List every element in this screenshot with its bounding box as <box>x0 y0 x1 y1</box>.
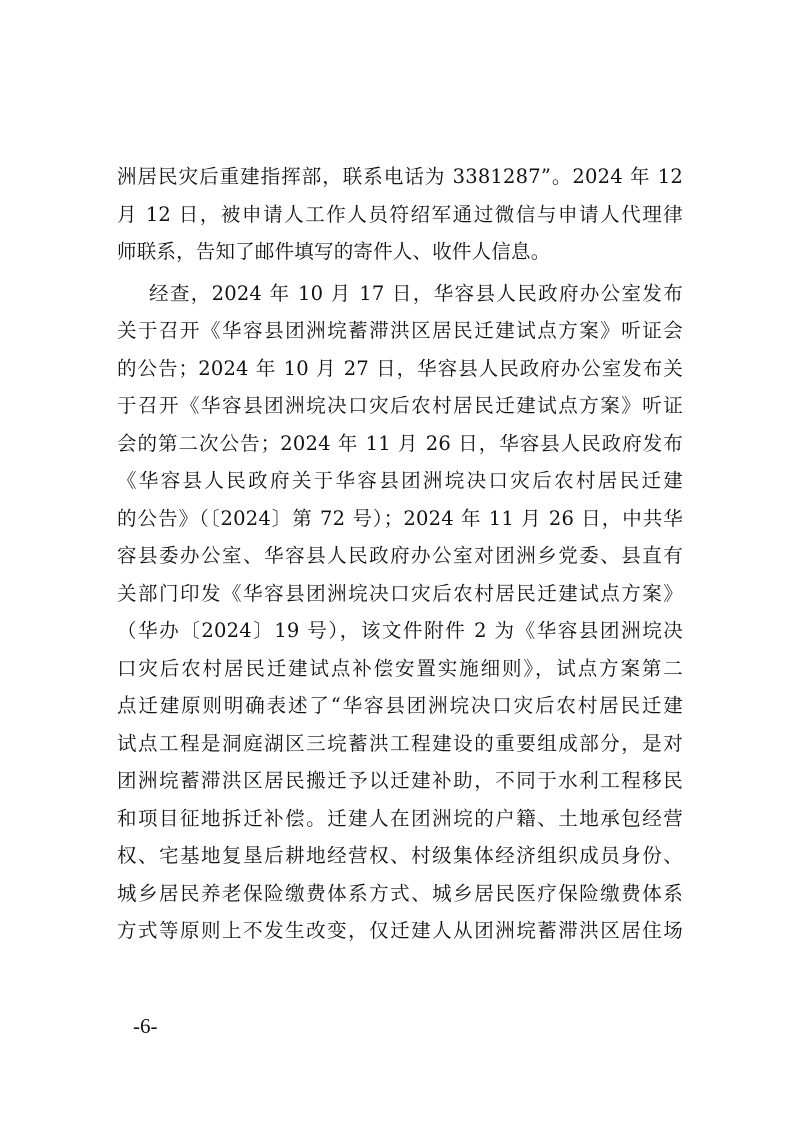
text-line: （华办〔2024〕19 号），该文件附件 2 为《华容县团洲垸决 <box>117 619 683 642</box>
text-line: 团洲垸蓄滞洪区居民搬迁予以迁建补助，不同于水利工程移民 <box>117 769 683 792</box>
text-line: 关部门印发《华容县团洲垸决口灾后农村居民迁建试点方案》 <box>117 581 683 605</box>
text-line: 口灾后农村居民迁建试点补偿安置实施细则》，试点方案第二 <box>117 656 683 680</box>
text-line: 月 12 日，被申请人工作人员符绍军通过微信与申请人代理律 <box>117 202 683 226</box>
text-line: 会的第二次公告；2024 年 11 月 26 日，华容县人民政府发布 <box>117 431 683 455</box>
text-line: 经查，2024 年 10 月 17 日，华容县人民政府办公室发布 <box>149 281 683 305</box>
text-line: 权、宅基地复垦后耕地经营权、村级集体经济组织成员身份、 <box>117 844 683 867</box>
text-line: 关于召开《华容县团洲垸蓄滞洪区居民迁建试点方案》听证会 <box>117 319 683 342</box>
text-line: 方式等原则上不发生改变，仅迁建人从团洲垸蓄滞洪区居住场 <box>117 919 683 942</box>
text-line: 洲居民灾后重建指挥部，联系电话为 3381287”。2024 年 12 <box>117 165 683 188</box>
text-line: 师联系，告知了邮件填写的寄件人、收件人信息。 <box>117 240 551 263</box>
text-line: 容县委办公室、华容县人民政府办公室对团洲乡党委、县直有 <box>117 544 683 567</box>
text-line: 的公告；2024 年 10 月 27 日，华容县人民政府办公室发布关 <box>117 356 683 380</box>
text-line: 点迁建原则明确表述了“华容县团洲垸决口灾后农村居民迁建 <box>117 694 683 717</box>
text-line: 《华容县人民政府关于华容县团洲垸决口灾后农村居民迁建 <box>117 469 683 492</box>
text-line: 城乡居民养老保险缴费体系方式、城乡居民医疗保险缴费体系 <box>117 881 683 905</box>
body-text <box>117 158 683 950</box>
page-number: -6- <box>133 1014 158 1038</box>
text-line: 的公告》（〔2024〕第 72 号）；2024 年 11 月 26 日，中共华 <box>117 506 683 530</box>
text-line: 试点工程是洞庭湖区三垸蓄洪工程建设的重要组成部分，是对 <box>117 731 683 755</box>
text-line: 于召开《华容县团洲垸决口灾后农村居民迁建试点方案》听证 <box>117 394 683 417</box>
text-line: 和项目征地拆迁补偿。迁建人在团洲垸的户籍、土地承包经营 <box>117 806 683 830</box>
